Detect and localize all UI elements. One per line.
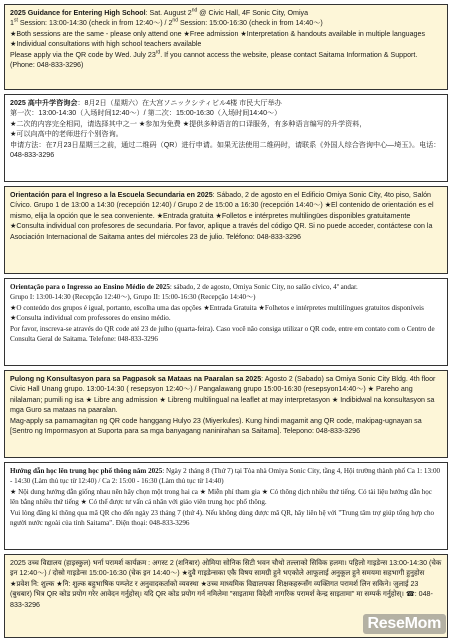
chinese-title: 2025 高中升学咨询会 [10, 99, 78, 107]
resemom-logo: ReseMom [363, 614, 446, 634]
vietnamese-section: Hướng dẫn học lên trung học phổ thông năm 2025: Ngày 2 tháng 8 (Thứ 7) tại Tòa nhà Omiya Sonic City, tầng 4, Hội trường thành phố Ca 1: 13:00 - 14:30 (Làm thủ tục từ 12:40) / Ca 2: 15:00 - 16:30 (Làm thủ tục từ 14:40) ★ Nội dung hướng dẫn giống nhau nên hãy chọn một trong hai ca ★ Miễn phí tham gia ★ Có thông dịch nhiều thứ tiếng. Có tài liệu hướng dẫn học lên bằng nhiều thứ tiếng ★ Có thể được tư vấn cá nhân với giáo viên trung học phổ thông. Vui lòng đăng kí thông qua mã QR cho đến ngày 23 tháng 7 (thứ 4). Nếu không dùng được mã QR, hãy liên hệ với "Trung tâm trợ giúp tổng hợp cho người nước ngoài của tỉnh Saitama". Điện thoại: 048-833-3296 [4, 462, 448, 550]
portuguese-title: Orientação para o Ingresso ao Ensino Médio de 2025 [10, 283, 170, 291]
chinese-section: 2025 高中升学咨询会：8月2日（星期六）在大宫ソニックシティビル4楼 市民大厅举办 第一次：13:00-14:30（入场时间12:40～）/ 第二次：15:00-16:30（入场时间14:40～） ★二次的内容完全相同，请选择其中之一 ★参加为免费 ★提供多种语言的口译服务，有多种语言编写的升学资料， ★可以向高中的老师进行个别咨询。 申请方法：在7月23日星期三之前，通过二维码（QR）进行申请。如果无法使用二维码时，请联系《外国人综合咨询中心—埼玉》。电话：048-833-3296 [4, 94, 448, 182]
spanish-section: Orientación para el Ingreso a la Escuela Secundaria en 2025: Sábado, 2 de agosto en el Edificio Omiya Sonic City, 4to piso, Salón Cívico. Grupo 1 de 13:00 a 14:30 (recepción 12:40) / Grupo 2 de 15:00 a 16:30 (recepción 14:40～) ★El contenido de orientación es el mismo, elija la opción que le sea conveniente. ★Entrada gratuita ★Folletos e intérpretes multilingües disponibles gratuitamente ★Consulta individual con profesores de secundaria. Por favor, aplique a través del código QR. Si no puede acceder, contáctese con la Asociación Internacional de Saitama antes del miércoles 23 de julio. Teléfono: 048-833-3296 [4, 186, 448, 274]
nepali-text: 2025 उच्च विद्यालय (हाइस्कुल) भर्ना परामर्श कार्यक्रम : अगस्ट 2 (शनिबार) ओमिया सोनिक सिटी भवन चौथो तल्लाको सिविक हलमा। पहिलो गाइडेन्स 13:00-14:30 (चेक इन 12:40～) / दोस्रो गाइडेन्स 15:00-16:30 (चेक इन 14:40～) ★दुवै गाइडेन्सका एकै विषय सामग्री हुने भएकोले आफूलाई अनुकूल हुने समयमा सहभागी हुनुहोस ★प्रवेश नि: शुल्क ★नि: शुल्क बहुभाषिक पम्प्लेट र अनुवादकर्ताको व्यवस्था ★उच्च माध्यमिक विद्यालयका शिक्षकहरूसँग व्यक्तिगत परामर्श लिन सकिने। जुलाई 23 (बुधबार) भित्र QR कोड प्रयोग गरेर आवेदन गर्नुहोस्। यदि QR कोड प्रयोग गर्न नमिलेमा "साइतामा विदेशी नागरिक परामर्श केन्द्र साइतामा" मा सम्पर्क गर्नुहोस्। ☎: 048-833-3296 [10, 559, 442, 609]
tagalog-section: Pulong ng Konsultasyon para sa Pagpasok sa Mataas na Paaralan sa 2025: Agosto 2 (Sabado) sa Omiya Sonic City Bldg. 4th floor Civic Hall Unang grupo. 13:00-14:30 ( resepsyon 12:40～) / Pangalawang grupo 15:00-16:30 (resepsyon14:40～) ★ Pareho ang nilalaman; pumili ng isa ★ Libre ang admission ★ Libreng multilingual na leaflet at may interpretasyon ★ Indibidwal na konsultasyon sa mga Guro sa mataas na paaralan. Mag-apply sa pamamagitan ng QR code hanggang Hulyo 23 (Miyerkules). Kung hindi magamit ang QR code, makipag-ugnayan sa [Sentro ng Impormasyon at Suporta para sa mga banyagang naninirahan sa Saitama]. Telepono: 048-833-3296 [4, 370, 448, 458]
english-title: 2025 Guidance for Entering High School [10, 9, 146, 17]
tagalog-title: Pulong ng Konsultasyon para sa Pagpasok sa Mataas na Paaralan sa 2025 [10, 375, 262, 383]
spanish-title: Orientación para el Ingreso a la Escuela Secundaria en 2025 [10, 191, 213, 199]
vietnamese-title: Hướng dẫn học lên trung học phổ thông năm 2025 [10, 467, 163, 475]
english-notes: ★Both sessions are the same - please only attend one ★Free admission ★Interpretation & handouts available in multiple languages ★Individual consultations with high school teachers available [10, 29, 425, 49]
english-section: 2025 Guidance for Entering High School: Sat. August 2nd @ Civic Hall, 4F Sonic City, Omiya 1st Session: 13:00-14:30 (check in from 12:40～) / 2nd Session: 15:00-16:30 (check in from 14:40～) ★Both sessions are the same - please only attend one ★Free admission ★Interpretation & handouts available in multiple languages ★Individual consultations with high school teachers available Please apply via the QR code by Wed. July 23rd. If you cannot access the website, please contact Saitama Information & Support. (Phone: 048-833-3296) [4, 4, 448, 90]
portuguese-section: Orientação para o Ingresso ao Ensino Médio de 2025: sábado, 2 de agosto, Omiya Sonic City, no salão cívico, 4º andar. Grupo I: 13:00-14:30 (Recepção 12:40～), Grupo II: 15:00-16:30 (Recepção 14:40～) ★O conteúdo dos grupos é igual, portanto, escolha uma das opções ★Entrada Gratuita ★Folhetos e intérpretes multilíngues gratuitos disponíveis ★Consulta individual com professores do ensino médio. Por favor, inscreva-se através do QR code até 23 de julho (quarta-feira). Caso você não consiga utilizar o QR code, entre em contato com o Centro de Consulta Geral de Saitama. Telefone: 048-833-3296 [4, 278, 448, 366]
